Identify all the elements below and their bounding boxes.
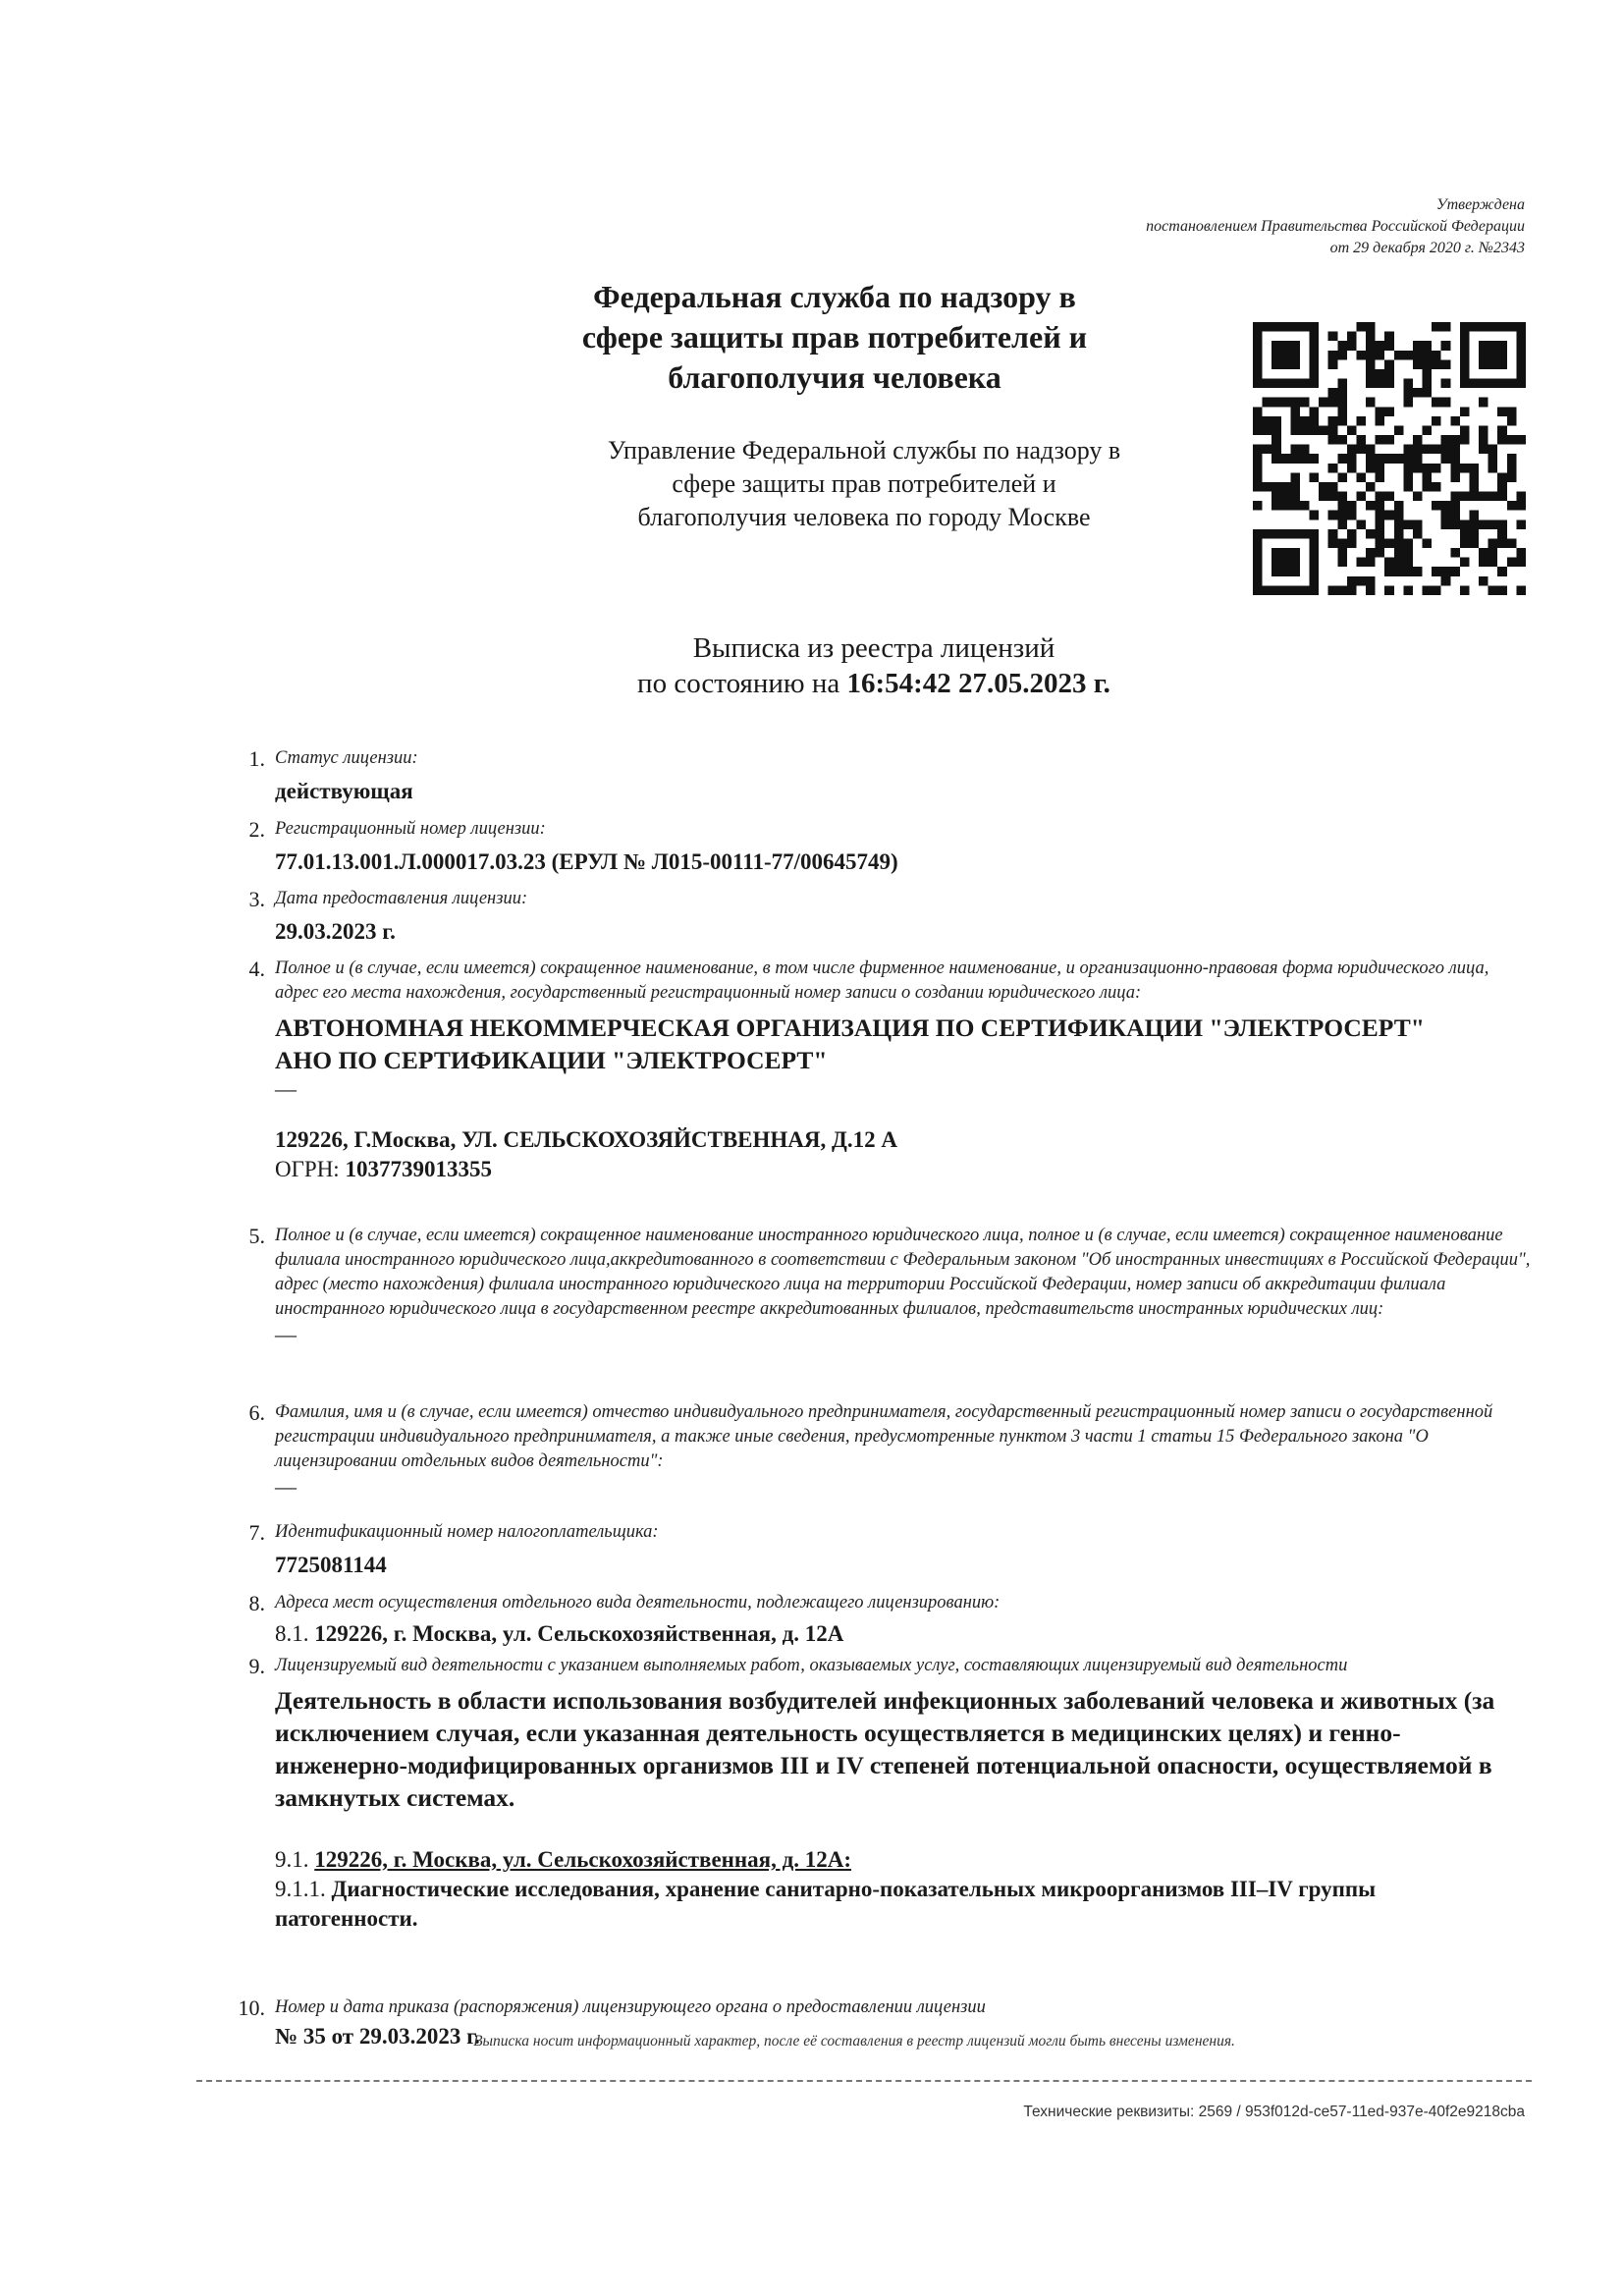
item-label: Полное и (в случае, если имеется) сокращенное наименование иностранного юридического лица, полное и (в случае, если имеется) сокращенное наименование филиала иностранного юридического лица,аккредитованного в соответствии с Федеральным законом "Об иностранных инвестициях в Российской Федерации", адрес (место нахождения) филиала иностранного юридического лица на территории Российской Федерации, номер записи об аккредитации филиала иностранного юридического лица в государственном реестре аккредитованных филиалов, представительств иностранных юридических лиц: <box>275 1226 1531 1319</box>
extract-title <box>520 630 1227 701</box>
ogrn-label: ОГРН: <box>275 1157 346 1181</box>
item-label: Статус лицензии: <box>275 748 418 768</box>
activity-description: Деятельность в области использования возбудителей инфекционных заболеваний человека и животных (за исключением случая, если указанная деятельность осуществляется в медицинских целях) и генно-инженерно-модифицированных организмов III и IV степеней потенциальной опасности, осуществляемой в замкнутых системах. <box>275 1686 1495 1812</box>
department-line-1: Управление Федеральной службы по надзору в <box>607 436 1121 465</box>
extract-line-1: Выписка из реестра лицензий <box>692 632 1055 664</box>
extract-line-2 <box>520 666 1227 701</box>
empty-dash: — <box>275 1322 297 1346</box>
item-number: 7. <box>248 1520 265 1545</box>
item-label: Регистрационный номер лицензии: <box>275 819 546 839</box>
qr-code-icon <box>1253 322 1526 595</box>
item-reg-number <box>226 817 1532 887</box>
subsubitem-number: 9.1.1. <box>275 1877 332 1901</box>
subitem-address: 129226, г. Москва, ул. Сельскохозяйственная, д. 12А: <box>314 1847 852 1872</box>
footnote: Выписка носит информационный характер, после её составления в реестр лицензий могли быть внесены изменения. <box>473 2033 1235 2050</box>
entity-short-name: АНО ПО СЕРТИФИКАЦИИ "ЭЛЕКТРОСЕРТ" <box>275 1046 828 1074</box>
extract-datetime: 16:54:42 27.05.2023 г. <box>846 668 1110 699</box>
entity-address: 129226, Г.Москва, УЛ. СЕЛЬСКОХОЗЯЙСТВЕННАЯ, Д.12 А <box>275 1127 897 1152</box>
item-label: Идентификационный номер налогоплательщика: <box>275 1522 659 1542</box>
entity-full-name: АВТОНОМНАЯ НЕКОММЕРЧЕСКАЯ ОРГАНИЗАЦИЯ ПО СЕРТИФИКАЦИИ "ЭЛЕКТРОСЕРТ" <box>275 1013 1425 1042</box>
item-value: № 35 от 29.03.2023 г. <box>275 2024 480 2049</box>
department-title <box>530 434 1198 534</box>
item-value: 7725081144 <box>275 1553 387 1577</box>
technical-details: Технические реквизиты: 2569 / 953f012d-ce57-11ed-937e-40f2e9218cba <box>1023 2104 1525 2120</box>
subitem-number: 8.1. <box>275 1621 315 1646</box>
item-label: Фамилия, имя и (в случае, если имеется) отчество индивидуального предпринимателя, государственный регистрационный номер записи о государственной регистрации индивидуального предпринимателя, а также иные сведения, предусмотренные пунктом 3 части 1 статьи 15 Федерального закона "О лицензировании отдельных видов деятельности": <box>275 1402 1493 1471</box>
item-number: 4. <box>248 957 265 981</box>
subitem-value: 129226, г. Москва, ул. Сельскохозяйственная, д. 12А <box>314 1621 844 1646</box>
address-subitem <box>275 1619 1532 1649</box>
approval-line-1: Утверждена <box>1435 196 1525 213</box>
item-addresses <box>226 1591 1532 1654</box>
item-activity <box>226 1654 1532 1995</box>
item-label: Лицензируемый вид деятельности с указанием выполняемых работ, оказываемых услуг, составляющих лицензируемый вид деятельности <box>275 1656 1348 1675</box>
activity-work <box>275 1875 1512 1934</box>
item-label: Дата предоставления лицензии: <box>275 889 528 908</box>
item-label: Номер и дата приказа (распоряжения) лицензирующего органа о предоставлении лицензии <box>275 1997 986 2017</box>
item-number: 6. <box>248 1400 265 1425</box>
empty-dash: — <box>275 1474 297 1499</box>
item-entrepreneur <box>226 1400 1532 1520</box>
item-label: Адреса мест осуществления отдельного вида деятельности, подлежащего лицензированию: <box>275 1593 1001 1613</box>
entity-ogrn <box>275 1155 1532 1184</box>
department-line-2: сфере защиты прав потребителей и <box>672 469 1056 498</box>
item-number: 3. <box>248 887 265 911</box>
item-inn <box>226 1520 1532 1591</box>
agency-line-1: Федеральная служба по надзору в <box>593 279 1076 314</box>
item-status <box>226 746 1532 817</box>
subitem-number: 9.1. <box>275 1847 315 1872</box>
item-value: 29.03.2023 г. <box>275 919 396 944</box>
item-number: 9. <box>248 1654 265 1678</box>
approval-line-3: от 29 декабря 2020 г. №2343 <box>1329 240 1525 256</box>
item-number: 5. <box>248 1224 265 1248</box>
item-number: 2. <box>248 817 265 842</box>
department-line-3: благополучия человека по городу Москве <box>637 503 1091 531</box>
item-legal-entity <box>226 957 1532 1224</box>
extract-prefix: по состоянию на <box>637 668 847 699</box>
activity-address <box>275 1845 1532 1875</box>
item-number: 1. <box>248 746 265 771</box>
divider <box>196 2080 1532 2082</box>
approval-note <box>1146 194 1525 259</box>
item-number: 8. <box>248 1591 265 1615</box>
license-items <box>226 746 1532 2058</box>
subsubitem-value: Диагностические исследования, хранение санитарно-показательных микроорганизмов III–IV группы патогенности. <box>275 1877 1377 1931</box>
agency-line-3: благополучия человека <box>668 359 1001 395</box>
approval-line-2: постановлением Правительства Российской Федерации <box>1146 218 1525 235</box>
item-label: Полное и (в случае, если имеется) сокращенное наименование, в том числе фирменное наименование, и организационно-правовая форма юридического лица, адрес его места нахождения, государственный регистрационный номер записи о создании юридического лица: <box>275 958 1489 1003</box>
item-number: 10. <box>238 1995 265 2020</box>
item-value: 77.01.13.001.Л.000017.03.23 (ЕРУЛ № Л015-00111-77/00645749) <box>275 849 898 874</box>
empty-dash: — <box>275 1076 297 1101</box>
agency-title <box>511 277 1159 398</box>
agency-line-2: сфере защиты прав потребителей и <box>581 319 1088 355</box>
item-value: действующая <box>275 779 413 803</box>
item-issue-date <box>226 887 1532 957</box>
ogrn-value: 1037739013355 <box>345 1157 492 1181</box>
item-foreign-entity <box>226 1224 1532 1400</box>
